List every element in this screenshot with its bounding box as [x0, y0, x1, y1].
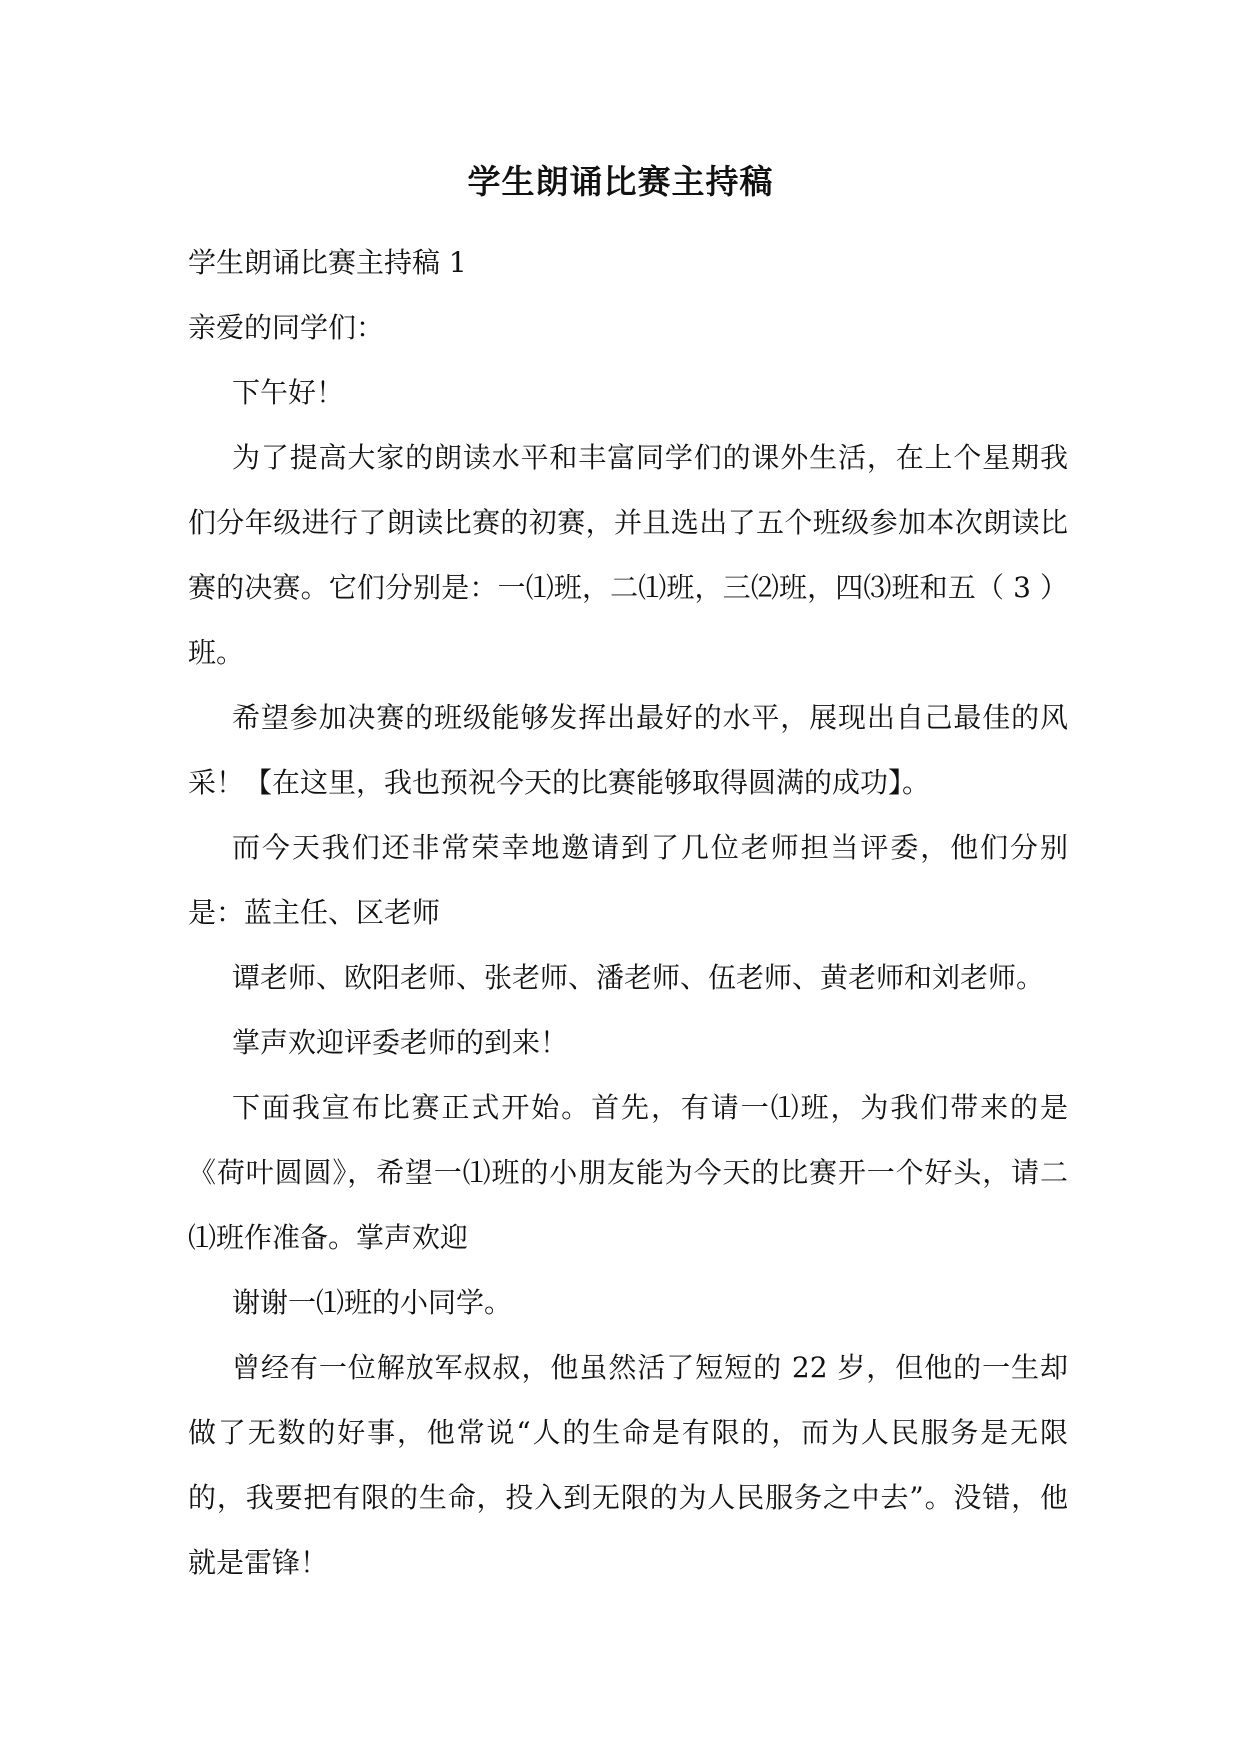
paragraph-start: 下面我宣布比赛正式开始。首先，有请一⑴班，为我们带来的是《荷叶圆圆》，希望一⑴班的小朋友能为今天的比赛开一个好头，请二⑴班作准备。掌声欢迎 [188, 1091, 1068, 1254]
paragraph-intro: 为了提高大家的朗读水平和丰富同学们的课外生活，在上个星期我们分年级进行了朗读比赛的初赛，并且选出了五个班级参加本次朗读比赛的决赛。它们分别是：一⑴班，二⑴班，三⑵班，四⑶班和五（ 3 ）班。 [188, 441, 1068, 669]
paragraph-judges: 而今天我们还非常荣幸地邀请到了几位老师担当评委，他们分别是：蓝主任、区老师 [188, 831, 1068, 929]
section-heading: 学生朗诵比赛主持稿 1 [188, 246, 467, 279]
paragraph-leifeng: 曾经有一位解放军叔叔，他虽然活了短短的 22 岁，但他的一生却做了无数的好事，他常说“人的生命是有限的，而为人民服务是无限的，我要把有限的生命，投入到无限的为人民服务之中去”。没错，他就是雷锋！ [188, 1351, 1068, 1579]
paragraph-thanks: 谢谢一⑴班的小同学。 [232, 1286, 513, 1319]
greeting: 下午好！ [232, 376, 345, 409]
paragraph-welcome-judges: 掌声欢迎评委老师的到来！ [232, 1026, 569, 1059]
salutation: 亲爱的同学们： [188, 311, 385, 344]
document-title: 学生朗诵比赛主持稿 [467, 162, 774, 201]
document-body [188, 230, 1068, 1595]
paragraph-judges-list: 谭老师、欧阳老师、张老师、潘老师、伍老师、黄老师和刘老师。 [232, 961, 1045, 994]
paragraph-wishes: 希望参加决赛的班级能够发挥出最好的水平，展现出自己最佳的风采！【在这里，我也预祝今天的比赛能够取得圆满的成功】。 [188, 701, 1068, 799]
